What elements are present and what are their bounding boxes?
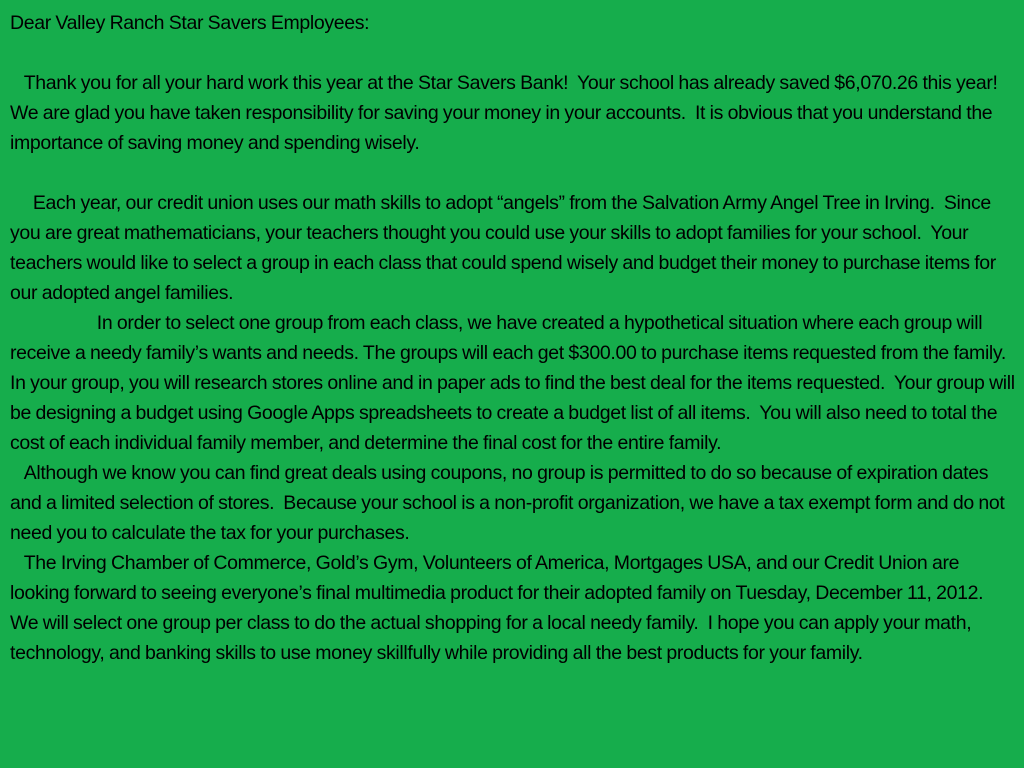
letter-salutation: Dear Valley Ranch Star Savers Employees:	[10, 12, 370, 34]
paragraph-closing: The Irving Chamber of Commerce, Gold’s Gym, Volunteers of America, Mortgages USA, and our Credit Union are looking forward to seeing everyone’s final multimedia product for their adopted family on Tuesday, December 11, 2012. We will select one group per class to do the actual shopping for a local needy family. I hope you can apply your math, technology, and banking skills to use money skillfully while providing all the best products for your family.	[10, 552, 993, 664]
paragraph-savings-thanks: Thank you for all your hard work this year at the Star Savers Bank! Your school has already saved $6,070.26 this year! We are glad you have taken responsibility for saving your money in your accounts. It is obvious that you understand the importance of saving money and spending wisely.	[10, 72, 1003, 154]
letter-body	[10, 8, 1018, 668]
paragraph-spacer	[10, 158, 1018, 188]
paragraph-coupon-rules: Although we know you can find great deals using coupons, no group is permitted to do so because of expiration dates and a limited selection of stores. Because your school is a non-profit organization, we have a tax exempt form and do not need you to calculate the tax for your purchases.	[10, 462, 1010, 544]
paragraph-angel-tree: Each year, our credit union uses our math skills to adopt “angels” from the Salvation Army Angel Tree in Irving. Since you are great mathematicians, your teachers thought you could use your skills to adopt families for your school. Your teachers would like to select a group in each class that could spend wisely and budget their money to purchase items for our adopted angel families.	[10, 192, 1001, 304]
paragraph-group-selection: In order to select one group from each class, we have created a hypothetical situation where each group will receive a needy family’s wants and needs. The groups will each get $300.00 to purchase items requested from the family. In your group, you will research stores online and in paper ads to find the best deal for the items requested. Your group will be designing a budget using Google Apps spreadsheets to create a budget list of all items. You will also need to total the cost of each individual family member, and determine the final cost for the entire family.	[10, 312, 1020, 454]
